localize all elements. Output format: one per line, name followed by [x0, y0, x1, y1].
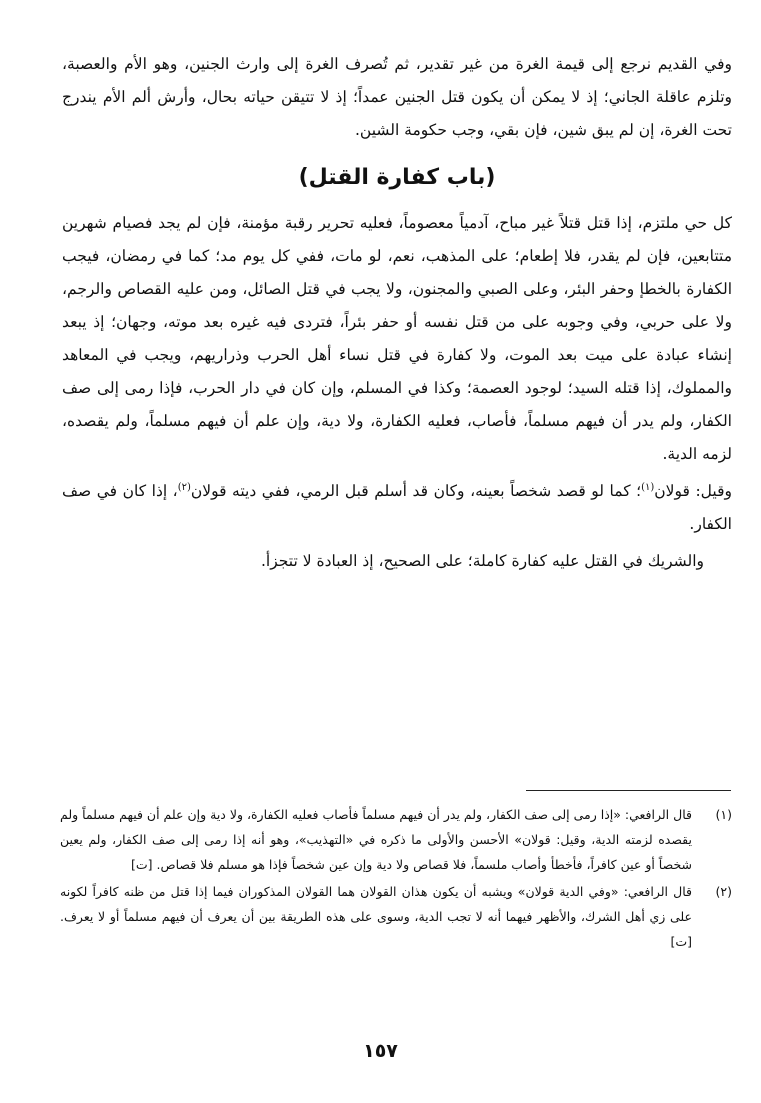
footnote-ref-2: (٢)	[177, 481, 191, 493]
footnote-separator	[526, 790, 731, 791]
footnotes-block	[60, 802, 732, 956]
footnote-item	[60, 879, 732, 954]
footnote-ref-1: (١)	[641, 481, 655, 493]
chapter-heading: (باب كفارة القتل)	[298, 165, 496, 190]
intro-paragraph: وفي القديم نرجع إلى قيمة الغرة من غير تقدير، ثم تُصرف الغرة إلى وارث الجنين، وهو الأم والعصبة، وتلزم عاقلة الجاني؛ إذ لا يمكن أن يكون قتل الجنين عمداً؛ إذ لا تتيقن حياته بحال، وأرش ألم الأم يندرج تحت الغرة، إن لم يبق شين، فإن بقي، وجب حكومة الشين.	[62, 55, 732, 139]
qil-paragraph	[62, 475, 732, 541]
footnote-number: (٢)	[715, 884, 732, 899]
footnote-text: قال الرافعي: «إذا رمى إلى صف الكفار، ولم يدر أن فيهم مسلماً فأصاب فعليه الكفارة، ولا دية وإن علم أن فيهم مسلماً ولم يقصده لزمته الدية، وقيل: قولان» الأحسن والأولى ما ذكره في «التهذيب»، وهو أنه إذا رمى إلى صف الكفار، ولم يعين شخصاً أو عين كافراً، فأخطأ وأصاب ملسماً، فلا قصاص ولا دية وإن عين شخصاً فإذا هو مسلم فلا قصاص. [ت]	[60, 807, 692, 872]
footnote-item	[60, 802, 732, 877]
sharik-paragraph: والشريك في القتل عليه كفارة كاملة؛ على الصحيح، إذ العبادة لا تتجزأ.	[261, 552, 704, 570]
footnote-number: (١)	[715, 807, 732, 822]
page-number: ١٥٧	[363, 1040, 398, 1062]
qil-text-a: وقيل: قولان	[654, 482, 732, 500]
qil-text-c: ، إذا كان في صف الكفار.	[62, 482, 732, 533]
footnote-text: قال الرافعي: «وفي الدية قولان» ويشبه أن يكون هذان القولان هما القولان المذكوران فيما إذا قتل من ظنه كافراً لكونه على زي أهل الشرك، والأظهر فيهما أنه لا تجب الدية، وسوى على هذه الطريقة بين أن يعرف أن فيهم مسلماً أو لا يعرف. [ت]	[60, 884, 692, 949]
main-text-block	[62, 48, 732, 578]
main-paragraph: كل حي ملتزم، إذا قتل قتلاً غير مباح، آدمياً معصوماً، فعليه تحرير رقبة مؤمنة، فإن لم يجد فصيام شهرين متتابعين، فإن لم يقدر، فلا إطعام؛ على المذهب، نعم، لو مات، ففي كل يوم مد؛ كما في رمضان، فيجب الكفارة بالخطإ وحفر البئر، وعلى الصبي والمجنون، ولا يجب في قتل الصائل، ومن عليه القصاص والرجم، ولا على حربي، وفي وجوبه على من قتل نفسه أو حفر بئراً، فتردى فيه غيره بعد موته، وجهان؛ إذ يبعد إنشاء عبادة على ميت بعد الموت، ولا كفارة في قتل نساء أهل الحرب وذراريهم، ويجب في المعاهد والمملوك، إذا قتله السيد؛ لوجود العصمة؛ وكذا في المسلم، وإن كان في دار الحرب، فإذا رمى إلى صف الكفار، ولم يدر أن فيهم مسلماً، فأصاب، فعليه الكفارة، ولا دية، وإن علم أن فيهم مسلماً، ولم يقصده، لزمه الدية.	[62, 214, 732, 463]
qil-text-b: ؛ كما لو قصد شخصاً بعينه، وكان قد أسلم قبل الرمي، ففي ديته قولان	[190, 482, 642, 500]
